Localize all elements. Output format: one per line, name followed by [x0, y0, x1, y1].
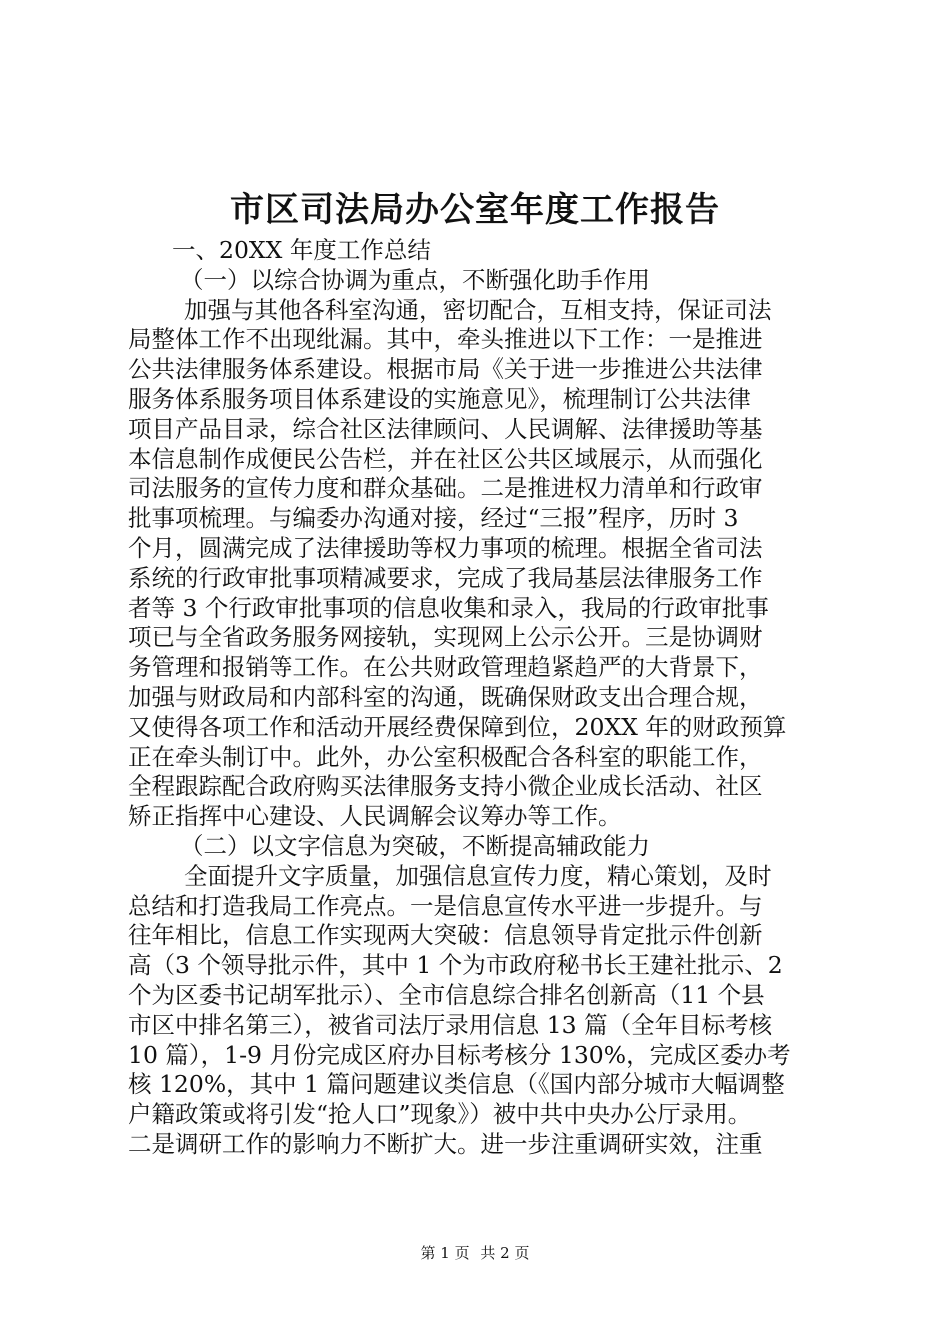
paragraph-line: 10 篇），1-9 月份完成区府办目标考核分 130%，完成区委办考	[128, 1040, 791, 1069]
paragraph-line: 务管理和报销等工作。在公共财政管理趋紧趋严的大背景下，	[128, 653, 763, 682]
paragraph-line: 加强与财政局和内部科室的沟通，既确保财政支出合理合规，	[128, 682, 763, 711]
paragraph-line: 加强与其他各科室沟通，密切配合，互相支持，保证司法	[184, 295, 772, 324]
paragraph-line: 全程跟踪配合政府购买法律服务支持小微企业成长活动、社区	[128, 772, 763, 801]
paragraph-line: 司法服务的宣传力度和群众基础。二是推进权力清单和行政审	[128, 474, 763, 503]
page-footer	[0, 1242, 950, 1264]
paragraph-line: 又使得各项工作和活动开展经费保障到位，20XX 年的财政预算	[128, 712, 787, 741]
paragraph-line: 往年相比，信息工作实现两大突破：信息领导肯定批示件创新	[128, 921, 763, 950]
section-1-paragraph	[128, 296, 830, 832]
paragraph-line: 正在牵头制订中。此外，办公室积极配合各科室的职能工作，	[128, 742, 763, 771]
paragraph-line: 批事项梳理。与编委办沟通对接，经过“三报”程序，历时 3	[128, 504, 739, 533]
section-2-heading: （二）以文字信息为突破，不断提高辅政能力	[180, 831, 650, 860]
paragraph-line: 个月，圆满完成了法律援助等权力事项的梳理。根据全省司法	[128, 533, 763, 562]
paragraph-line: 者等 3 个行政审批事项的信息收集和录入，我局的行政审批事	[128, 593, 769, 622]
page-total: 共 2 页	[480, 1244, 530, 1262]
paragraph-line: 总结和打造我局工作亮点。一是信息宣传水平进一步提升。与	[128, 891, 763, 920]
paragraph-line: 高（3 个领导批示件，其中 1 个为市政府秘书长王建社批示、2	[128, 951, 783, 980]
paragraph-line: 局整体工作不出现纰漏。其中，牵头推进以下工作：一是推进	[128, 325, 763, 354]
paragraph-line: 项目产品目录，综合社区法律顾问、人民调解、法律援助等基	[128, 414, 763, 443]
paragraph-line: 服务体系服务项目体系建设的实施意见》，梳理制订公共法律	[128, 384, 751, 413]
paragraph-line: 矫正指挥中心建设、人民调解会议筹办等工作。	[128, 802, 622, 831]
section-1-heading: （一）以综合协调为重点，不断强化助手作用	[180, 265, 650, 294]
paragraph-line: 项已与全省政务服务网接轨，实现网上公示公开。三是协调财	[128, 623, 763, 652]
paragraph-line: 市区中排名第三），被省司法厅录用信息 13 篇（全年目标考核	[128, 1010, 773, 1039]
page-number: 第 1 页	[420, 1244, 470, 1262]
heading-annual-summary: 一、20XX 年度工作总结	[172, 236, 431, 264]
section-2-paragraph	[128, 862, 830, 1160]
paragraph-line: 系统的行政审批事项精减要求，完成了我局基层法律服务工作	[128, 563, 763, 592]
paragraph-line: 公共法律服务体系建设。根据市局《关于进一步推进公共法律	[128, 355, 763, 384]
paragraph-line: 个为区委书记胡军批示）、全市信息综合排名创新高（11 个县	[128, 980, 765, 1009]
paragraph-line: 二是调研工作的影响力不断扩大。进一步注重调研实效，注重	[128, 1129, 763, 1158]
document-body	[128, 236, 830, 1160]
paragraph-line: 本信息制作成便民公告栏，并在社区公共区域展示，从而强化	[128, 444, 763, 473]
document-title: 市区司法局办公室年度工作报告	[230, 190, 720, 230]
paragraph-line: 核 120%，其中 1 篇问题建议类信息（《国内部分城市大幅调整	[128, 1070, 785, 1099]
paragraph-line: 全面提升文字质量，加强信息宣传力度，精心策划，及时	[184, 861, 772, 890]
paragraph-line: 户籍政策或将引发“抢人口”现象》）被中共中央办公厅录用。	[128, 1100, 752, 1129]
